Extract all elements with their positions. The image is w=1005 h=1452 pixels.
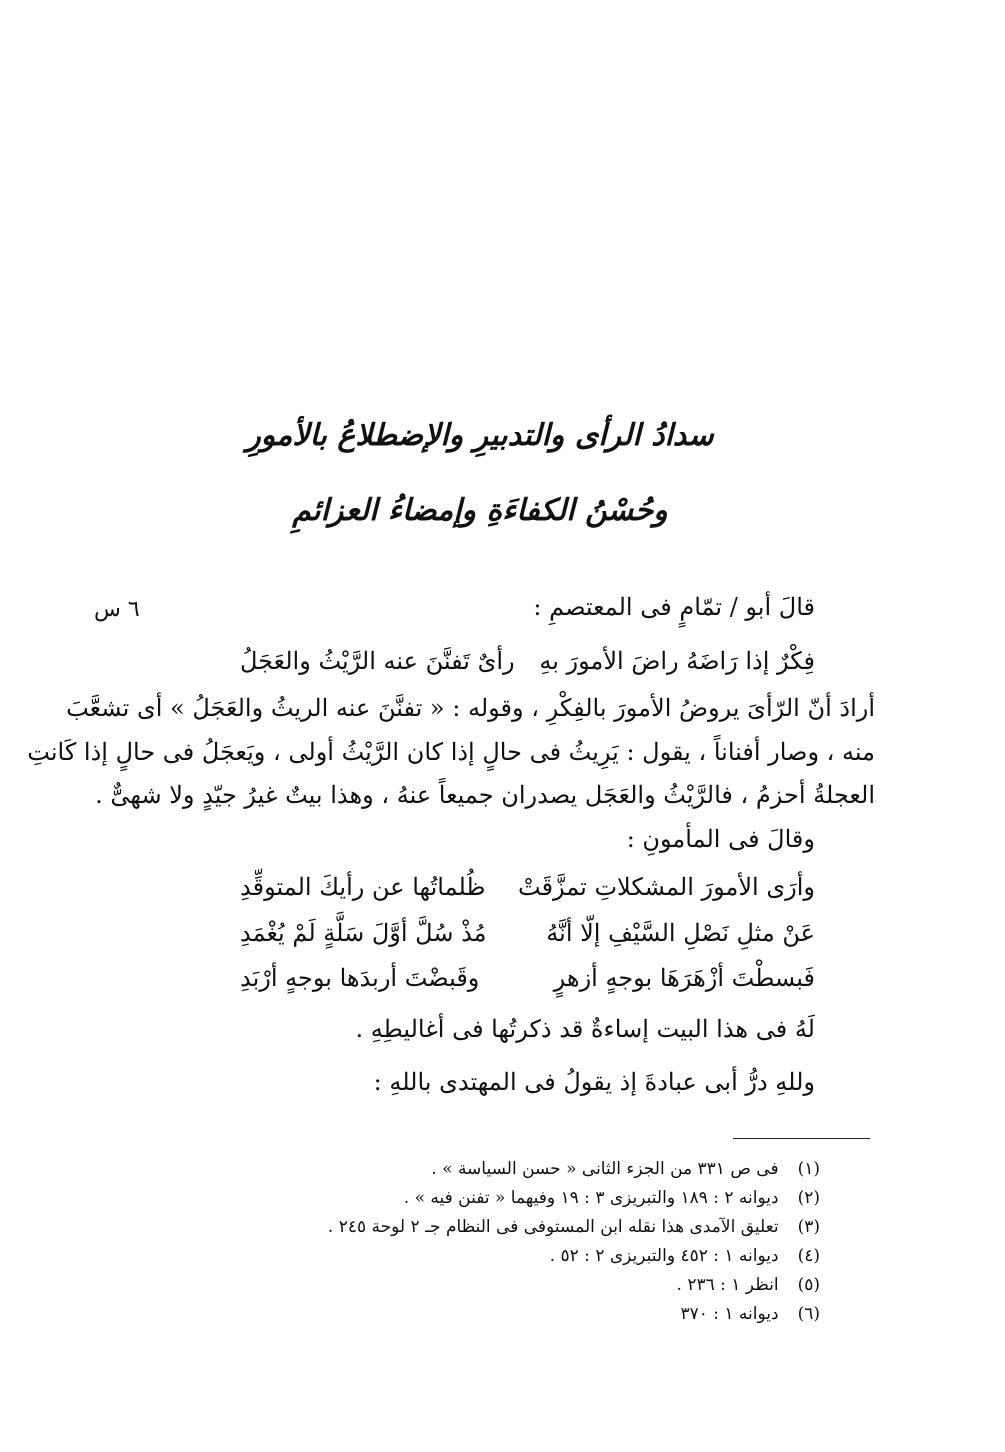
verse-line [240, 870, 815, 904]
verse-first-hemistich: وأرَى الأمورَ المشكلاتِ تمزَّقَتْ [518, 873, 815, 901]
intro-line: لَهُ فى هذا البيت إساءةٌ قد ذكرتُها فى أغاليطِهِ . [355, 1015, 815, 1043]
verse-second-hemistich: رأىٌ تَفنَّنَ عنه الرَّيْثُ والعَجَلُ [240, 647, 515, 675]
intro-line: قالَ أبو / تمّامٍ فى المعتصمِ : [533, 593, 815, 621]
footnote [677, 1274, 821, 1296]
verse-line [240, 916, 815, 950]
intro-line: وللهِ درُّ أبى عبادةَ إذ يقولُ فى المهتدى باللهِ : [373, 1068, 815, 1096]
footnote-text: تعليق الآمدى هذا نقله ابن المستوفى فى النظام جـ ٢ لوحة ٢٤٥ . [327, 1217, 779, 1237]
footnote-text: انظر ١ : ٢٣٦ . [676, 1275, 779, 1295]
footnote-number: (٢) [797, 1188, 820, 1208]
footnote-number: (٦) [797, 1304, 820, 1324]
footnote [431, 1158, 820, 1180]
prose-line: أرادَ أنّ الرّأىَ يروضُ الأمورَ بالفِكْرِ ، وقوله : « تفنَّنَ عنه الريثُ والعَجَلُ » أى تشعَّبَ [66, 694, 875, 722]
verse-line [240, 961, 815, 995]
footnote-text: ديوانه ١ : ٤٥٢ والتبريزى ٢ : ٥٢ . [549, 1246, 779, 1266]
prose-line: منه ، وصار أفناناً ، يقول : يَرِيثُ فى حالٍ إذا كان الرَّيْثُ أولى ، ويَعجَلُ فى حالٍ إذا كَانتِ [27, 738, 875, 766]
chapter-title-line-1: سدادُ الرأى والتدبيرِ والإضطلاعُ بالأمورِ [246, 418, 714, 453]
footnote-text: فى ص ٣٣١ من الجزء الثانى « حسن السياسة » . [431, 1159, 779, 1179]
verse-first-hemistich: فِكْرٌ إذا رَاضَهُ راضَ الأمورَ بهِ [539, 647, 815, 675]
verse-first-hemistich: عَنْ مثلِ نَصْلِ السَّيْفِ إلّا أنَّهُ [546, 919, 815, 947]
footnote [680, 1303, 820, 1325]
verse-second-hemistich: وقَبضْتَ أربدَها بوجهٍ أرْبَدِ [240, 964, 480, 992]
verse-first-hemistich: فَبسطْتَ أزْهَرَهَا بوجهٍ أزهرٍ [553, 964, 815, 992]
footnote-number: (١) [797, 1159, 820, 1179]
footnote-number: (٣) [797, 1217, 820, 1237]
footnote [404, 1187, 820, 1209]
prose-line: العجلةُ أحزمُ ، فالرَّيْثُ والعَجَل يصدران جميعاً عنهُ ، وهذا بيتٌ غيرُ جيّدٍ ولا شهىٌّ . [95, 781, 875, 809]
footnote [328, 1216, 820, 1238]
verse-line [240, 644, 815, 678]
margin-folio-note: ٦ س [94, 597, 140, 622]
footnote-number: (٤) [797, 1246, 820, 1266]
verse-second-hemistich: مُذْ سُلَّ أوَّلَ سَلَّةٍ لَمْ يُغْمَدِ [240, 919, 487, 947]
intro-line: وقالَ فى المأمونِ : [626, 825, 815, 853]
footnote-separator [733, 1138, 870, 1139]
footnote [550, 1245, 820, 1267]
footnote-text: ديوانه ١ : ٣٧٠ [680, 1304, 779, 1324]
footnote-number: (٥) [797, 1275, 820, 1295]
verse-second-hemistich: ظُلماتُها عن رأيكَ المتوقِّدِ [240, 873, 486, 901]
chapter-title-line-2: وحُسْنُ الكفاءَةِ وإمضاءُ العزائمِ [292, 493, 668, 528]
footnote-text: ديوانه ٢ : ١٨٩ والتبريزى ٣ : ١٩ وفيهما « تفنن فيه » . [403, 1188, 779, 1208]
